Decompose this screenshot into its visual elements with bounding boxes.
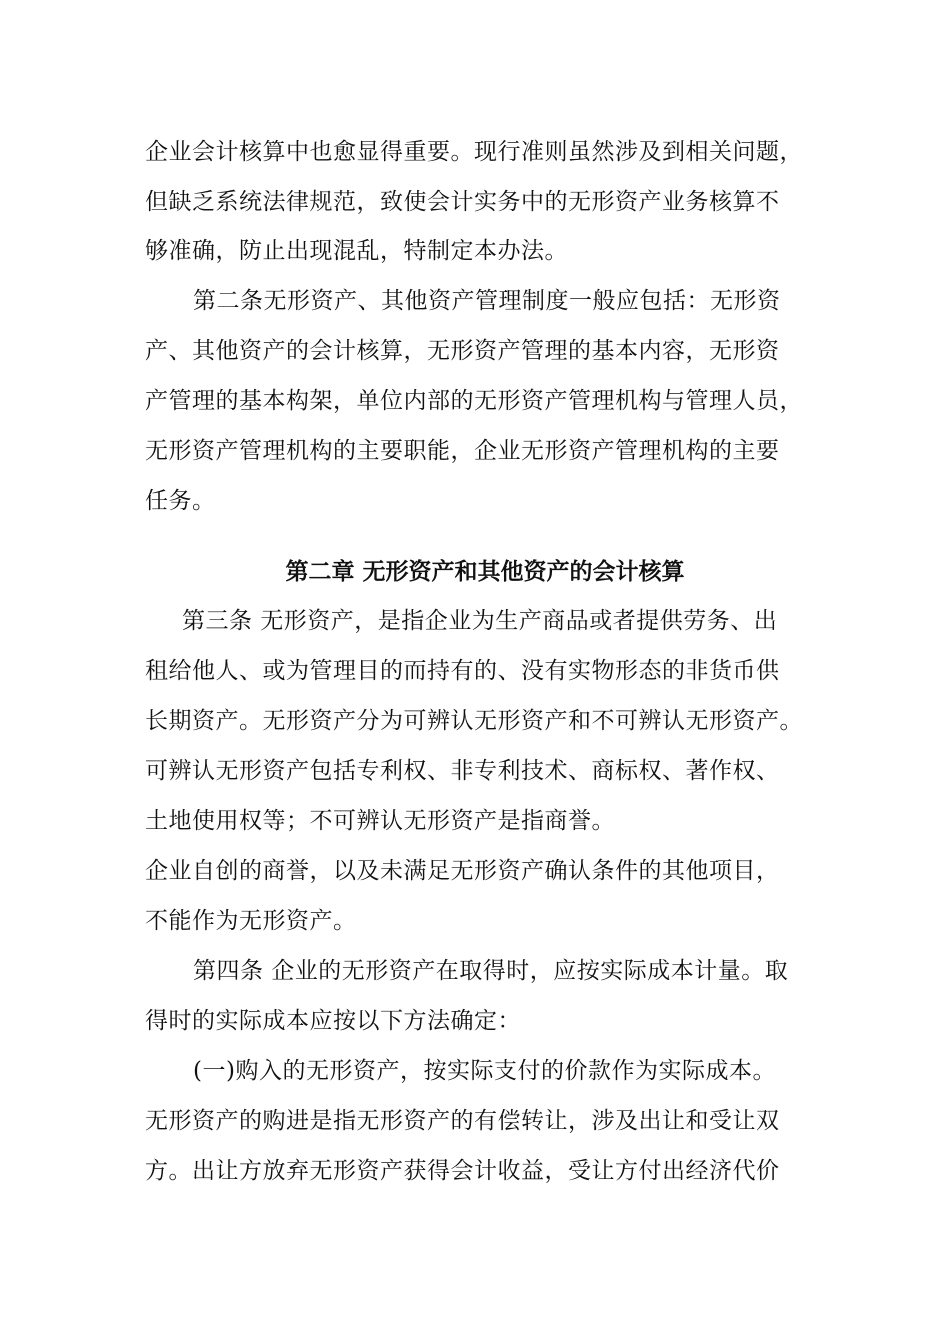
item-1-line-3: 方。出让方放弃无形资产获得会计收益，受让方付出经济代价	[145, 1158, 780, 1184]
chapter-2-heading: 第二章 无形资产和其他资产的会计核算	[285, 559, 685, 585]
article-2-line-1: 第二条无形资产、其他资产管理制度一般应包括：无形资	[193, 288, 781, 314]
article-3-line-4: 可辨认无形资产包括专利权、非专利技术、商标权、著作权、	[145, 758, 780, 784]
article-3-line-3: 长期资产。无形资产分为可辨认无形资产和不可辨认无形资产。	[145, 708, 803, 734]
article-2-line-2: 产、其他资产的会计核算，无形资产管理的基本内容，无形资	[145, 338, 780, 364]
article-4-line-1: 第四条 企业的无形资产在取得时，应按实际成本计量。取	[193, 958, 789, 984]
goodwill-note-line-1: 企业自创的商誉，以及未满足无形资产确认条件的其他项目，	[145, 858, 780, 884]
article-2-line-3: 产管理的基本构架，单位内部的无形资产管理机构与管理人员，	[145, 388, 803, 414]
item-1-line-1: (一)购入的无形资产，按实际支付的价款作为实际成本。	[193, 1058, 776, 1084]
article-3-line-1: 第三条 无形资产，是指企业为生产商品或者提供劳务、出	[182, 608, 778, 634]
goodwill-note-line-2: 不能作为无形资产。	[145, 908, 357, 934]
article-3-line-2: 租给他人、或为管理目的而持有的、没有实物形态的非货币供	[145, 658, 780, 684]
article-4-line-2: 得时的实际成本应按以下方法确定：	[145, 1008, 521, 1034]
item-1-line-2: 无形资产的购进是指无形资产的有偿转让，涉及出让和受让双	[145, 1108, 780, 1134]
paragraph-1-line-3: 够准确，防止出现混乱，特制定本办法。	[145, 238, 568, 264]
article-2-line-4: 无形资产管理机构的主要职能，企业无形资产管理机构的主要	[145, 438, 780, 464]
article-2-line-5: 任务。	[145, 488, 216, 514]
article-3-line-5: 土地使用权等；不可辨认无形资产是指商誉。	[145, 808, 615, 834]
paragraph-1-line-2: 但缺乏系统法律规范，致使会计实务中的无形资产业务核算不	[145, 189, 780, 215]
paragraph-1-line-1: 企业会计核算中也愈显得重要。现行准则虽然涉及到相关问题，	[145, 139, 803, 165]
